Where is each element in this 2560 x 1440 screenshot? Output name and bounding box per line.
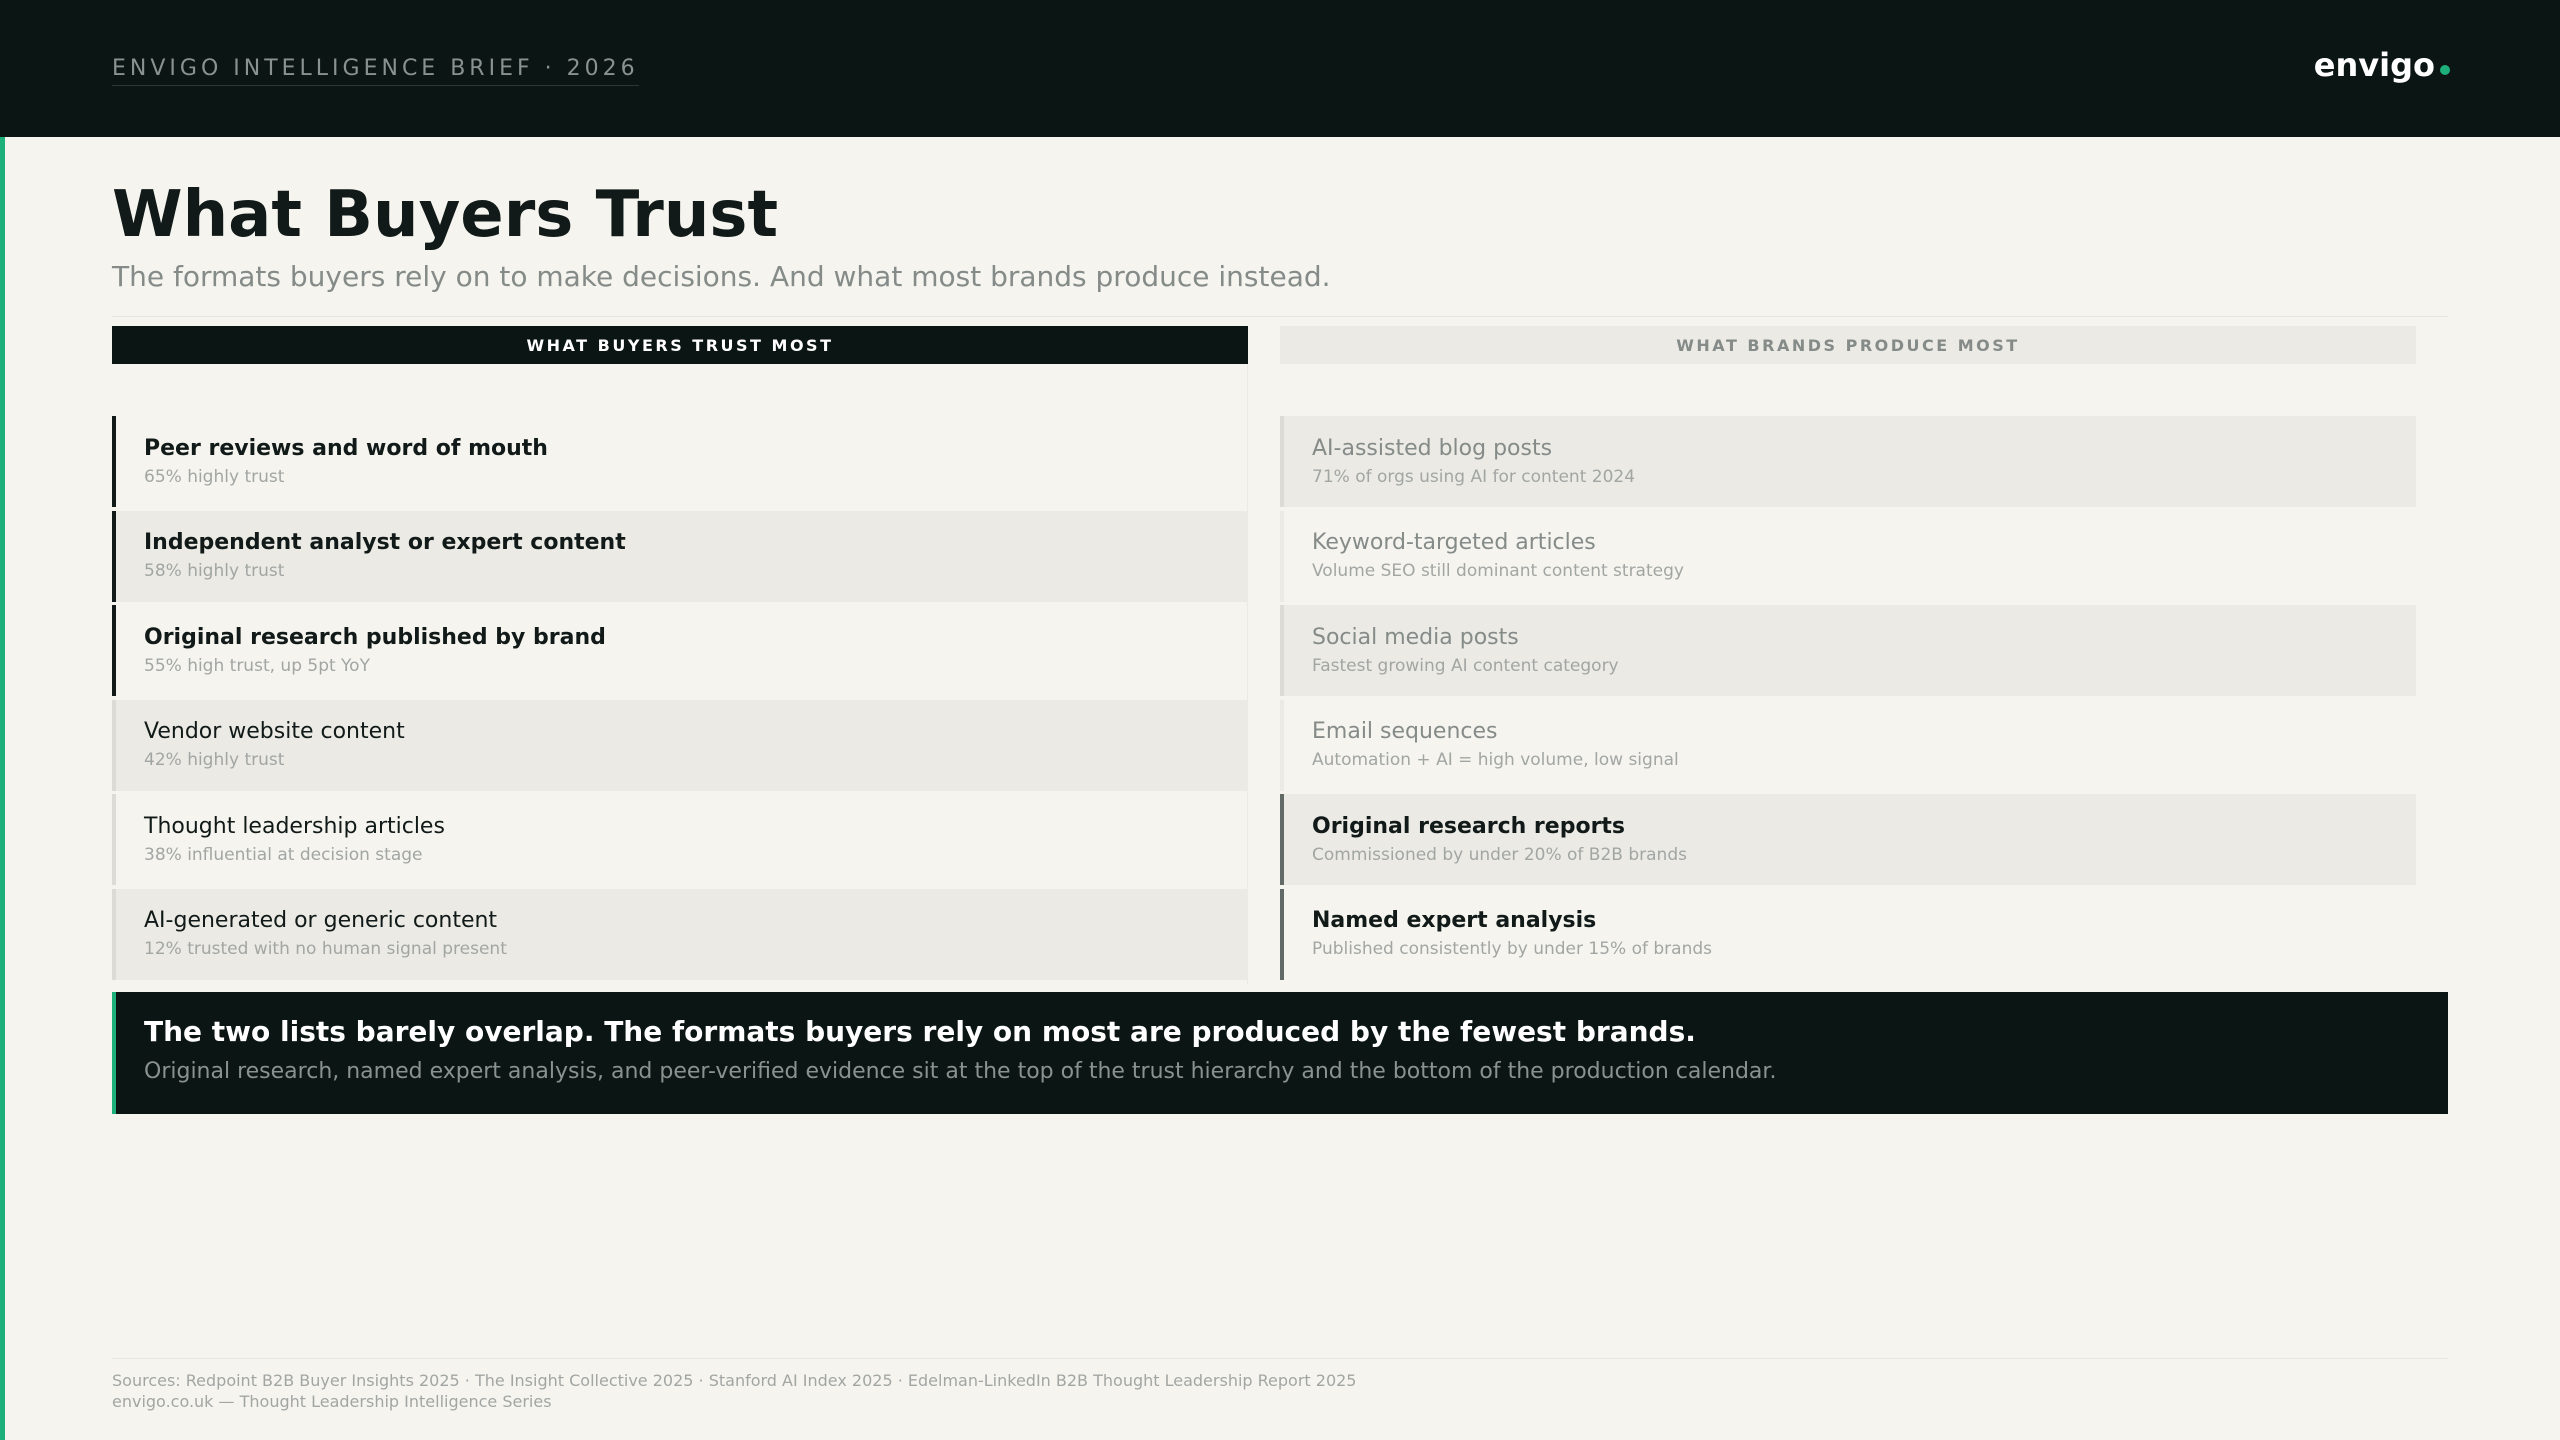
item-title: Social media posts bbox=[1312, 624, 1519, 650]
list-item bbox=[112, 511, 1248, 602]
item-title: Peer reviews and word of mouth bbox=[144, 435, 548, 461]
sources-text: Sources: Redpoint B2B Buyer Insights 2025 · The Insight Collective 2025 · Stanford AI Index 2025 · Edelman-LinkedIn B2B Thought Leadership Report 2025 bbox=[112, 1371, 1357, 1390]
logo-text: envigo bbox=[2313, 46, 2435, 84]
list-item bbox=[112, 794, 1248, 885]
series-text: envigo.co.uk — Thought Leadership Intelligence Series bbox=[112, 1392, 552, 1411]
item-title: Email sequences bbox=[1312, 719, 1498, 744]
buyers-trust-heading: WHAT BUYERS TRUST MOST bbox=[112, 326, 1248, 364]
left-accent-bar bbox=[0, 137, 5, 1440]
item-stat: 12% trusted with no human signal present bbox=[144, 939, 507, 959]
list-item bbox=[1280, 416, 2416, 507]
item-stat: 71% of orgs using AI for content 2024 bbox=[1312, 466, 1636, 487]
callout-headline: The two lists barely overlap. The formats buyers rely on most are produced by the fewest brands. bbox=[144, 1015, 1696, 1048]
item-stat: 38% influential at decision stage bbox=[144, 844, 423, 865]
item-stat: Automation + AI = high volume, low signal bbox=[1312, 750, 1679, 770]
brands-produce-list bbox=[1280, 416, 2416, 983]
list-item bbox=[1280, 511, 2416, 602]
item-title: Keyword-targeted articles bbox=[1312, 530, 1596, 555]
item-stat: 42% highly trust bbox=[144, 750, 285, 770]
column-divider bbox=[1247, 364, 1248, 984]
brief-label: ENVIGO INTELLIGENCE BRIEF · 2026 bbox=[112, 56, 639, 86]
page-title: What Buyers Trust bbox=[112, 178, 779, 252]
item-stat: 65% highly trust bbox=[144, 466, 285, 487]
item-stat: Volume SEO still dominant content strategy bbox=[1312, 561, 1684, 581]
callout-body: Original research, named expert analysis, and peer-verified evidence sit at the top of the trust hierarchy and the bottom of the production calendar. bbox=[144, 1059, 1777, 1084]
list-item bbox=[1280, 794, 2416, 885]
item-title: Named expert analysis bbox=[1312, 908, 1597, 933]
list-item bbox=[112, 700, 1248, 791]
list-item bbox=[112, 889, 1248, 980]
envigo-logo bbox=[2314, 46, 2450, 84]
buyers-trust-column bbox=[112, 326, 1248, 959]
item-title: Vendor website content bbox=[144, 719, 405, 744]
title-divider bbox=[112, 316, 2448, 317]
list-item bbox=[1280, 605, 2416, 696]
item-stat: 55% high trust, up 5pt YoY bbox=[144, 655, 370, 676]
item-title: Original research published by brand bbox=[144, 624, 606, 650]
item-title: Thought leadership articles bbox=[144, 813, 445, 839]
list-item bbox=[112, 416, 1248, 507]
item-title: AI-generated or generic content bbox=[144, 908, 498, 933]
buyers-trust-list bbox=[112, 416, 1248, 983]
item-stat: Published consistently by under 15% of brands bbox=[1312, 939, 1713, 959]
item-stat: 58% highly trust bbox=[144, 561, 285, 581]
item-title: Independent analyst or expert content bbox=[144, 530, 626, 555]
list-item bbox=[1280, 889, 2416, 980]
key-insight-callout bbox=[112, 992, 2448, 1114]
item-stat: Fastest growing AI content category bbox=[1312, 655, 1619, 676]
list-item bbox=[112, 605, 1248, 696]
logo-dot-icon bbox=[2440, 65, 2450, 75]
brands-produce-heading: WHAT BRANDS PRODUCE MOST bbox=[1280, 326, 2416, 364]
item-title: AI-assisted blog posts bbox=[1312, 435, 1553, 461]
item-title: Original research reports bbox=[1312, 813, 1626, 839]
top-header bbox=[0, 0, 2560, 137]
brands-produce-column bbox=[1280, 326, 2416, 959]
list-item bbox=[1280, 700, 2416, 791]
item-stat: Commissioned by under 20% of B2B brands bbox=[1312, 844, 1687, 865]
footer-divider bbox=[112, 1358, 2448, 1359]
page-subtitle: The formats buyers rely on to make decisions. And what most brands produce instead. bbox=[112, 260, 1331, 293]
